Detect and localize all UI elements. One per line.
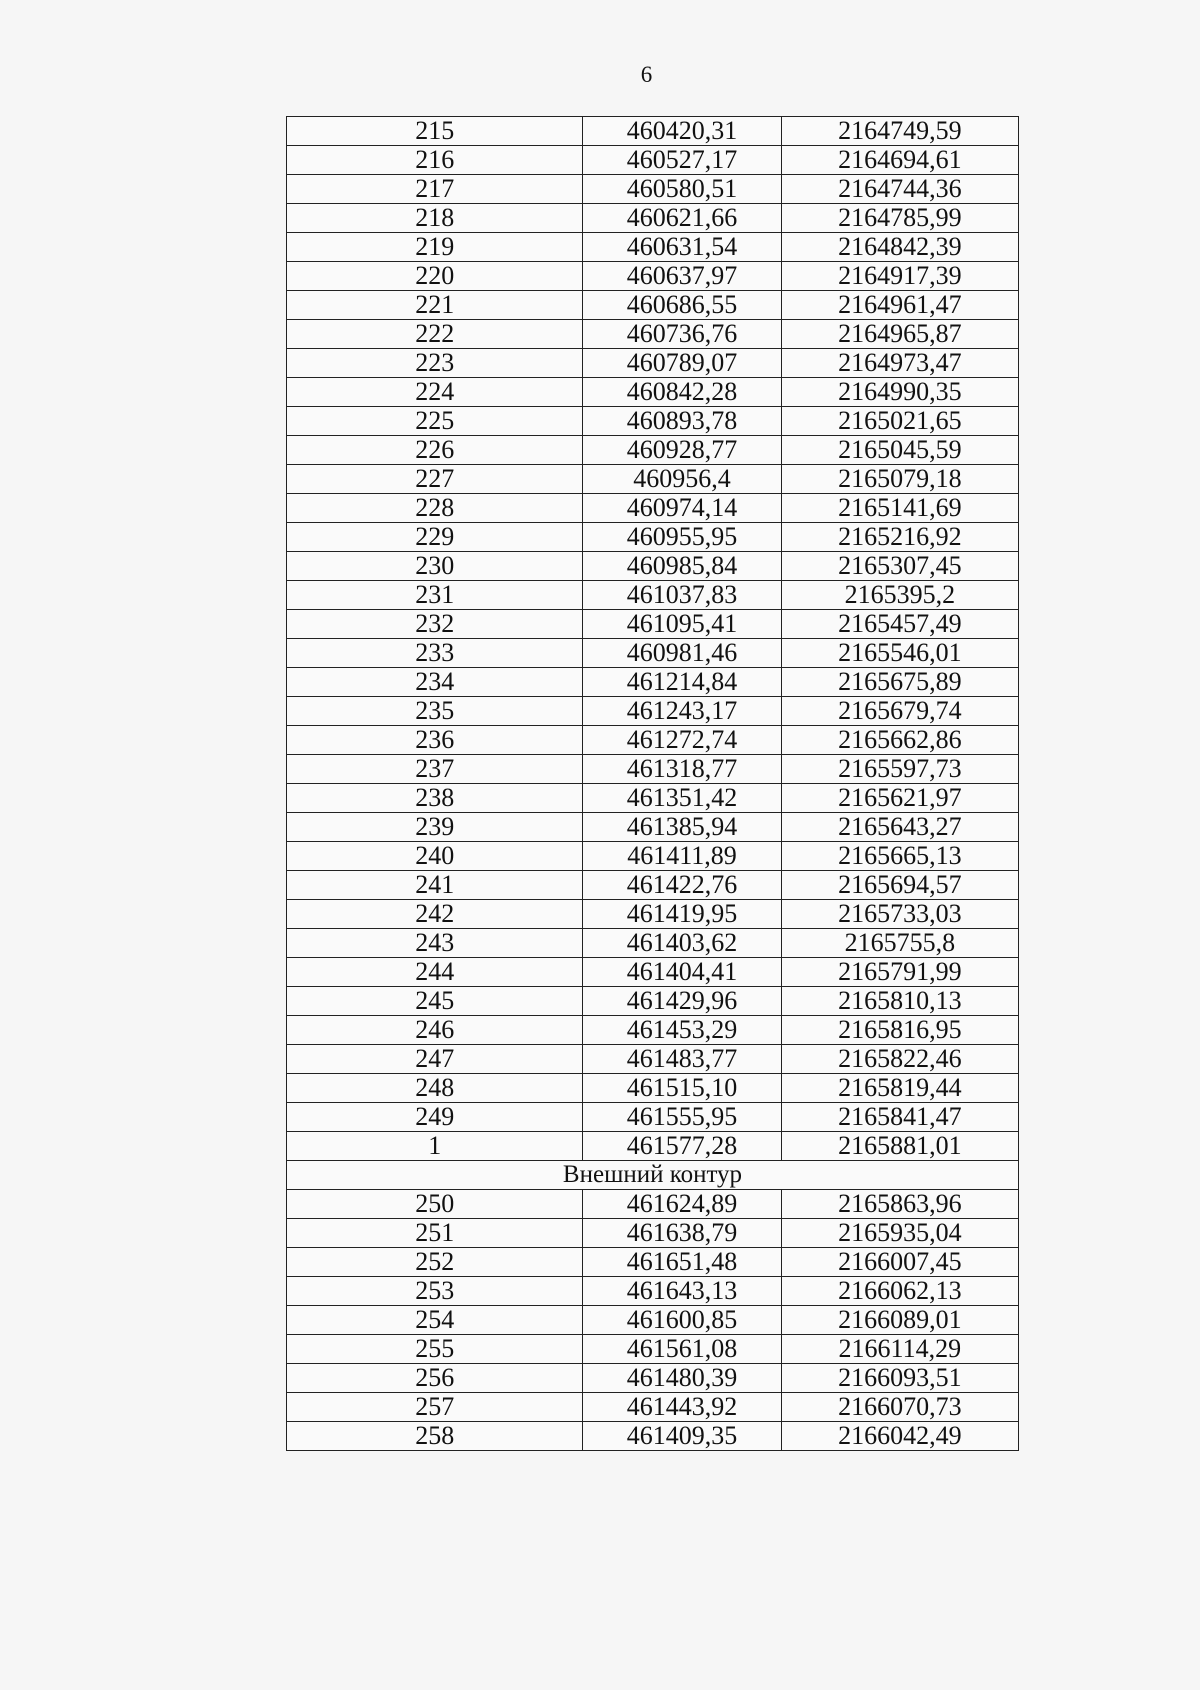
point-number-cell: 225 <box>287 407 583 436</box>
table-row <box>287 1016 1019 1045</box>
x-coordinate-cell: 461443,92 <box>583 1393 781 1422</box>
point-number-cell: 245 <box>287 987 583 1016</box>
point-number-cell: 246 <box>287 1016 583 1045</box>
x-coordinate-cell: 460527,17 <box>583 146 781 175</box>
x-coordinate-cell: 461555,95 <box>583 1103 781 1132</box>
x-coordinate-cell: 461561,08 <box>583 1335 781 1364</box>
y-coordinate-cell: 2165694,57 <box>781 871 1018 900</box>
point-number-cell: 221 <box>287 291 583 320</box>
table-row <box>287 1422 1019 1451</box>
x-coordinate-cell: 461483,77 <box>583 1045 781 1074</box>
y-coordinate-cell: 2165935,04 <box>781 1219 1018 1248</box>
y-coordinate-cell: 2165662,86 <box>781 726 1018 755</box>
table-row <box>287 523 1019 552</box>
point-number-cell: 220 <box>287 262 583 291</box>
table-row <box>287 146 1019 175</box>
x-coordinate-cell: 460893,78 <box>583 407 781 436</box>
x-coordinate-cell: 460985,84 <box>583 552 781 581</box>
page-number: 6 <box>640 62 653 87</box>
y-coordinate-cell: 2165021,65 <box>781 407 1018 436</box>
table-row <box>287 1103 1019 1132</box>
table-row <box>287 581 1019 610</box>
x-coordinate-cell: 461600,85 <box>583 1306 781 1335</box>
table-row <box>287 320 1019 349</box>
point-number-cell: 241 <box>287 871 583 900</box>
table-row <box>287 465 1019 494</box>
x-coordinate-cell: 460580,51 <box>583 175 781 204</box>
y-coordinate-cell: 2165863,96 <box>781 1190 1018 1219</box>
x-coordinate-cell: 461214,84 <box>583 668 781 697</box>
table-row <box>287 668 1019 697</box>
table-row <box>287 378 1019 407</box>
table-row <box>287 639 1019 668</box>
y-coordinate-cell: 2165307,45 <box>781 552 1018 581</box>
point-number-cell: 257 <box>287 1393 583 1422</box>
y-coordinate-cell: 2165643,27 <box>781 813 1018 842</box>
table-row <box>287 552 1019 581</box>
point-number-cell: 223 <box>287 349 583 378</box>
y-coordinate-cell: 2165816,95 <box>781 1016 1018 1045</box>
y-coordinate-cell: 2164749,59 <box>781 117 1018 146</box>
x-coordinate-cell: 460928,77 <box>583 436 781 465</box>
point-number-cell: 217 <box>287 175 583 204</box>
table-row <box>287 1045 1019 1074</box>
y-coordinate-cell: 2164694,61 <box>781 146 1018 175</box>
x-coordinate-cell: 461480,39 <box>583 1364 781 1393</box>
point-number-cell: 243 <box>287 929 583 958</box>
x-coordinate-cell: 460736,76 <box>583 320 781 349</box>
y-coordinate-cell: 2166089,01 <box>781 1306 1018 1335</box>
y-coordinate-cell: 2164990,35 <box>781 378 1018 407</box>
table-row <box>287 755 1019 784</box>
table-row <box>287 233 1019 262</box>
section-header-cell: Внешний контур <box>287 1161 1019 1190</box>
point-number-cell: 244 <box>287 958 583 987</box>
point-number-cell: 233 <box>287 639 583 668</box>
table-row <box>287 117 1019 146</box>
y-coordinate-cell: 2165881,01 <box>781 1132 1018 1161</box>
table-row <box>287 726 1019 755</box>
table-row <box>287 436 1019 465</box>
y-coordinate-cell: 2165141,69 <box>781 494 1018 523</box>
y-coordinate-cell: 2164744,36 <box>781 175 1018 204</box>
y-coordinate-cell: 2165045,59 <box>781 436 1018 465</box>
table-row <box>287 1277 1019 1306</box>
y-coordinate-cell: 2165841,47 <box>781 1103 1018 1132</box>
x-coordinate-cell: 460842,28 <box>583 378 781 407</box>
table-row <box>287 1248 1019 1277</box>
x-coordinate-cell: 461318,77 <box>583 755 781 784</box>
x-coordinate-cell: 461037,83 <box>583 581 781 610</box>
point-number-cell: 239 <box>287 813 583 842</box>
table-row <box>287 1190 1019 1219</box>
x-coordinate-cell: 461095,41 <box>583 610 781 639</box>
point-number-cell: 240 <box>287 842 583 871</box>
x-coordinate-cell: 460955,95 <box>583 523 781 552</box>
table-row <box>287 958 1019 987</box>
table-row <box>287 262 1019 291</box>
y-coordinate-cell: 2165216,92 <box>781 523 1018 552</box>
table-row <box>287 871 1019 900</box>
y-coordinate-cell: 2166007,45 <box>781 1248 1018 1277</box>
section-header-row <box>287 1161 1019 1190</box>
table-row <box>287 1132 1019 1161</box>
table-row <box>287 842 1019 871</box>
point-number-cell: 237 <box>287 755 583 784</box>
x-coordinate-cell: 461515,10 <box>583 1074 781 1103</box>
y-coordinate-cell: 2166062,13 <box>781 1277 1018 1306</box>
y-coordinate-cell: 2165679,74 <box>781 697 1018 726</box>
point-number-cell: 247 <box>287 1045 583 1074</box>
y-coordinate-cell: 2165621,97 <box>781 784 1018 813</box>
point-number-cell: 254 <box>287 1306 583 1335</box>
y-coordinate-cell: 2165665,13 <box>781 842 1018 871</box>
point-number-cell: 250 <box>287 1190 583 1219</box>
table-row <box>287 900 1019 929</box>
x-coordinate-cell: 461651,48 <box>583 1248 781 1277</box>
x-coordinate-cell: 461453,29 <box>583 1016 781 1045</box>
point-number-cell: 252 <box>287 1248 583 1277</box>
table-row <box>287 610 1019 639</box>
point-number-cell: 226 <box>287 436 583 465</box>
y-coordinate-cell: 2164973,47 <box>781 349 1018 378</box>
table-row <box>287 175 1019 204</box>
table-row <box>287 1364 1019 1393</box>
x-coordinate-cell: 461419,95 <box>583 900 781 929</box>
y-coordinate-cell: 2165791,99 <box>781 958 1018 987</box>
y-coordinate-cell: 2166093,51 <box>781 1364 1018 1393</box>
x-coordinate-cell: 460631,54 <box>583 233 781 262</box>
y-coordinate-cell: 2165079,18 <box>781 465 1018 494</box>
table-row <box>287 1335 1019 1364</box>
y-coordinate-cell: 2164842,39 <box>781 233 1018 262</box>
point-number-cell: 255 <box>287 1335 583 1364</box>
x-coordinate-cell: 460789,07 <box>583 349 781 378</box>
point-number-cell: 230 <box>287 552 583 581</box>
y-coordinate-cell: 2164917,39 <box>781 262 1018 291</box>
y-coordinate-cell: 2164961,47 <box>781 291 1018 320</box>
point-number-cell: 235 <box>287 697 583 726</box>
y-coordinate-cell: 2165819,44 <box>781 1074 1018 1103</box>
x-coordinate-cell: 461577,28 <box>583 1132 781 1161</box>
point-number-cell: 228 <box>287 494 583 523</box>
y-coordinate-cell: 2165822,46 <box>781 1045 1018 1074</box>
table-row <box>287 204 1019 233</box>
y-coordinate-cell: 2165597,73 <box>781 755 1018 784</box>
y-coordinate-cell: 2164785,99 <box>781 204 1018 233</box>
point-number-cell: 215 <box>287 117 583 146</box>
x-coordinate-cell: 460981,46 <box>583 639 781 668</box>
point-number-cell: 227 <box>287 465 583 494</box>
x-coordinate-cell: 460686,55 <box>583 291 781 320</box>
y-coordinate-cell: 2165546,01 <box>781 639 1018 668</box>
point-number-cell: 242 <box>287 900 583 929</box>
point-number-cell: 229 <box>287 523 583 552</box>
x-coordinate-cell: 461243,17 <box>583 697 781 726</box>
x-coordinate-cell: 461411,89 <box>583 842 781 871</box>
y-coordinate-cell: 2165457,49 <box>781 610 1018 639</box>
y-coordinate-cell: 2165675,89 <box>781 668 1018 697</box>
point-number-cell: 248 <box>287 1074 583 1103</box>
table-row <box>287 1306 1019 1335</box>
x-coordinate-cell: 461404,41 <box>583 958 781 987</box>
x-coordinate-cell: 461403,62 <box>583 929 781 958</box>
x-coordinate-cell: 460637,97 <box>583 262 781 291</box>
x-coordinate-cell: 460621,66 <box>583 204 781 233</box>
x-coordinate-cell: 460420,31 <box>583 117 781 146</box>
x-coordinate-cell: 461385,94 <box>583 813 781 842</box>
table-row <box>287 987 1019 1016</box>
table-row <box>287 813 1019 842</box>
coordinates-table <box>286 116 1019 1451</box>
y-coordinate-cell: 2165395,2 <box>781 581 1018 610</box>
table-row <box>287 1393 1019 1422</box>
table-row <box>287 697 1019 726</box>
point-number-cell: 224 <box>287 378 583 407</box>
point-number-cell: 1 <box>287 1132 583 1161</box>
point-number-cell: 216 <box>287 146 583 175</box>
point-number-cell: 249 <box>287 1103 583 1132</box>
point-number-cell: 251 <box>287 1219 583 1248</box>
table-row <box>287 291 1019 320</box>
x-coordinate-cell: 461272,74 <box>583 726 781 755</box>
point-number-cell: 238 <box>287 784 583 813</box>
table-row <box>287 349 1019 378</box>
point-number-cell: 258 <box>287 1422 583 1451</box>
point-number-cell: 231 <box>287 581 583 610</box>
x-coordinate-cell: 460956,4 <box>583 465 781 494</box>
table-row <box>287 929 1019 958</box>
y-coordinate-cell: 2166070,73 <box>781 1393 1018 1422</box>
x-coordinate-cell: 461422,76 <box>583 871 781 900</box>
point-number-cell: 218 <box>287 204 583 233</box>
y-coordinate-cell: 2165755,8 <box>781 929 1018 958</box>
x-coordinate-cell: 461643,13 <box>583 1277 781 1306</box>
table-row <box>287 407 1019 436</box>
y-coordinate-cell: 2166042,49 <box>781 1422 1018 1451</box>
y-coordinate-cell: 2165810,13 <box>781 987 1018 1016</box>
coordinates-table-body <box>287 117 1019 1451</box>
y-coordinate-cell: 2164965,87 <box>781 320 1018 349</box>
point-number-cell: 219 <box>287 233 583 262</box>
y-coordinate-cell: 2165733,03 <box>781 900 1018 929</box>
x-coordinate-cell: 461624,89 <box>583 1190 781 1219</box>
x-coordinate-cell: 461409,35 <box>583 1422 781 1451</box>
table-row <box>287 1074 1019 1103</box>
point-number-cell: 234 <box>287 668 583 697</box>
table-row <box>287 784 1019 813</box>
point-number-cell: 222 <box>287 320 583 349</box>
x-coordinate-cell: 461429,96 <box>583 987 781 1016</box>
point-number-cell: 253 <box>287 1277 583 1306</box>
point-number-cell: 236 <box>287 726 583 755</box>
y-coordinate-cell: 2166114,29 <box>781 1335 1018 1364</box>
x-coordinate-cell: 461351,42 <box>583 784 781 813</box>
x-coordinate-cell: 461638,79 <box>583 1219 781 1248</box>
table-row <box>287 1219 1019 1248</box>
table-row <box>287 494 1019 523</box>
point-number-cell: 256 <box>287 1364 583 1393</box>
x-coordinate-cell: 460974,14 <box>583 494 781 523</box>
point-number-cell: 232 <box>287 610 583 639</box>
